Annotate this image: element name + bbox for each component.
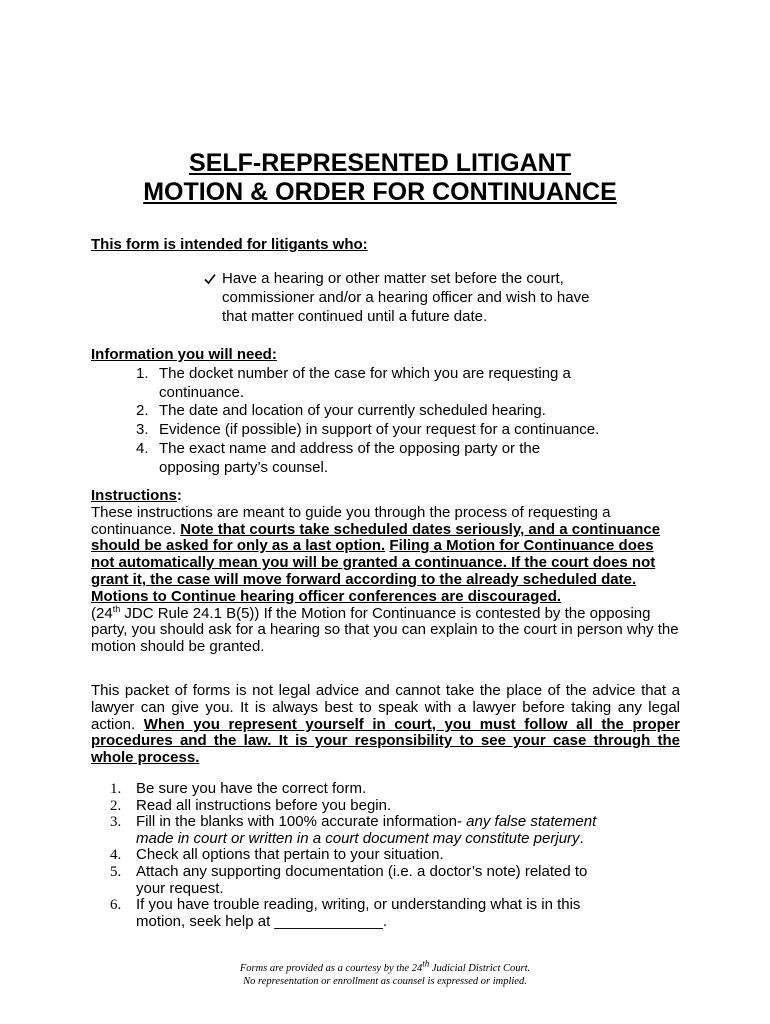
intended-bullet-line: that matter continued until a future date. <box>222 308 488 325</box>
footer <box>130 958 640 988</box>
list-item-continuation: made in court or written in a court document may constitute perjury. <box>136 829 584 847</box>
list-item: 2. Read all instructions before you begin. <box>110 796 392 814</box>
page-title-line-2: MOTION & ORDER FOR CONTINUANCE <box>143 178 617 206</box>
rule-prefix: (24 <box>91 604 113 622</box>
footer-line-1: Forms are provided as a courtesy by the 24th Judicial District Court. <box>239 958 531 974</box>
info-item-number: 3. <box>136 421 149 438</box>
list-item-continuation: motion, seek help at _____________. <box>136 912 388 930</box>
info-item-number: 2. <box>136 402 149 419</box>
instructions-text: These instructions are meant to guide you through the process of requesting a continuance. <box>91 503 611 538</box>
checkmark-icon <box>203 272 217 286</box>
info-item-text: The exact name and address of the opposing party or the <box>159 440 541 457</box>
rule-superscript: th <box>112 603 121 614</box>
info-item-text: The date and location of your currently scheduled hearing. <box>159 402 546 419</box>
packet-paragraph <box>91 683 680 767</box>
footer-line-2: No representation or enrollment as counsel is expressed or implied. <box>243 976 527 987</box>
list-item: 4. Check all options that pertain to your situation. <box>110 846 444 864</box>
list-item: 6. If you have trouble reading, writing, or understanding what is in this <box>110 896 581 914</box>
info-heading: Information you will need: <box>91 346 277 363</box>
packet-warning: When you represent yourself in court, you must follow all the proper procedures and the law. It is your responsibility to see your case through the whole process. <box>91 715 680 767</box>
info-item-number: 4. <box>136 440 149 457</box>
info-item-text: Evidence (if possible) in support of your request for a continuance. <box>159 421 600 438</box>
steps-list <box>110 781 596 930</box>
instructions-warning-1: Note that courts take scheduled dates seriously, and a continuance should be asked for only as a last option. <box>91 520 661 555</box>
packet-text: This packet of forms is not legal advice and cannot take the place of the advice that a lawyer can give you. It is always best to speak with a lawyer before taking any legal action. <box>91 682 680 733</box>
instructions-colon: : <box>176 487 182 504</box>
info-item-number: 1. <box>136 365 149 382</box>
list-item-continuation: your request. <box>136 879 224 897</box>
intended-bullet-line: Have a hearing or other matter set before the court, <box>222 270 564 287</box>
info-item-text: opposing party’s counsel. <box>159 459 328 476</box>
intended-heading: This form is intended for litigants who: <box>91 236 368 253</box>
instructions-warning-2: Filing a Motion for Continuance does not automatically mean you will be granted a continuance. If the court does not grant it, the case will move forward according to the already scheduled date. Motions to Continue hearing officer conferences are discouraged. <box>91 537 656 605</box>
list-item: 3. Fill in the blanks with 100% accurate information- any false statement <box>110 813 597 831</box>
rule-text: JDC Rule 24.1 B(5)) If the Motion for Continuance is contested by the opposing party, you should ask for a hearing so that you can explain to the court in person why the motion should be granted. <box>91 604 679 656</box>
list-item: 1. Be sure you have the correct form. <box>110 780 367 797</box>
instructions-section <box>91 488 680 656</box>
intended-bullet-line: commissioner and/or a hearing officer and wish to have <box>222 289 590 306</box>
list-item: 5. Attach any supporting documentation (i.e. a doctor’s note) related to <box>110 862 588 880</box>
instructions-heading: Instructions <box>91 487 177 504</box>
info-item-text: The docket number of the case for which you are requesting a <box>159 365 571 382</box>
info-item-text: continuance. <box>159 384 245 401</box>
page-title-line-1: SELF-REPRESENTED LITIGANT <box>189 149 571 177</box>
